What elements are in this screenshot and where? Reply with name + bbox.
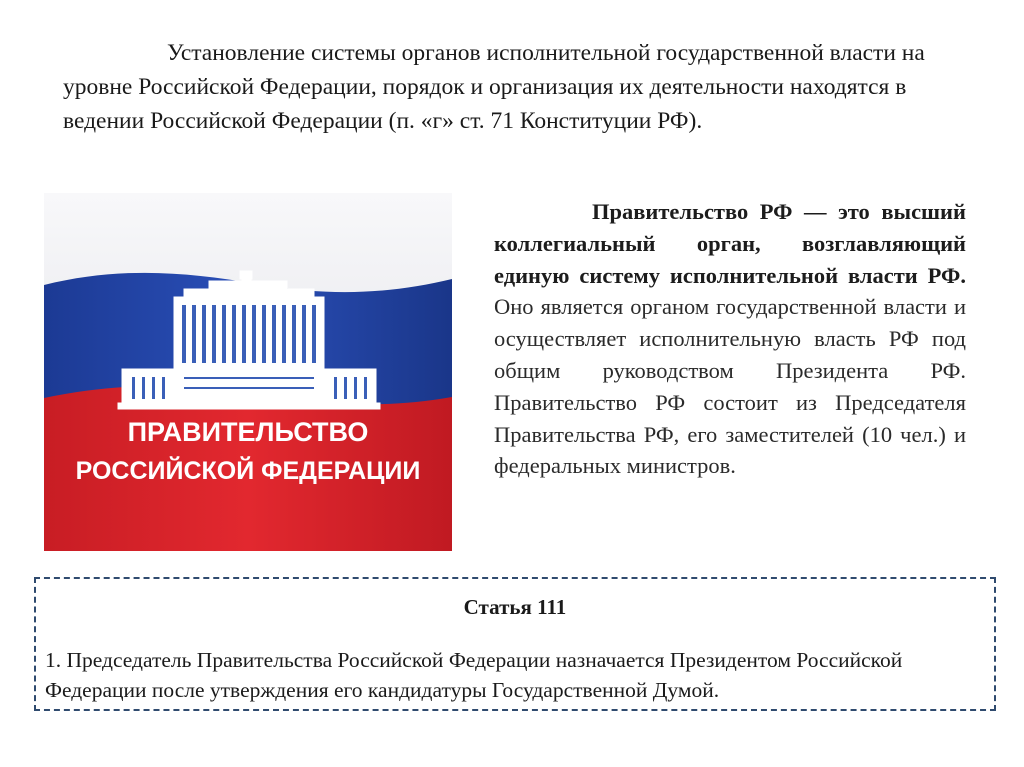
- definition-bold-text: Правительство РФ — это высший коллегиальный орган, возглавляющий единую систему исполнительной власти РФ.: [494, 199, 966, 288]
- caption-line-2: РОССИЙСКОЙ ФЕДЕРАЦИИ: [75, 457, 421, 485]
- article-box: [34, 577, 996, 711]
- definition-paragraph: [494, 196, 966, 482]
- definition-regular-text: Оно является органом государственной власти и осуществляет исполнительную власть РФ под общим руководством Президента РФ. Правительство РФ состоит из Председателя Правительства РФ, его заместителей (10 чел.) и федеральных министров.: [494, 294, 966, 479]
- intro-paragraph: Установление системы органов исполнительной государственной власти на уровне Российской Федерации, порядок и организация их деятельности находятся в ведении Российской Федерации (п. «г» ст. 71 Конституции РФ).: [63, 40, 925, 134]
- article-text: 1. Председатель Правительства Российской Федерации назначается Президентом Российской Федерации после утверждения его кандидатуры Государственной Думой.: [45, 648, 903, 702]
- caption-line-1: ПРАВИТЕЛЬСТВО: [127, 417, 369, 447]
- article-title: Статья 111: [463, 595, 567, 619]
- government-flag-image: [44, 193, 452, 551]
